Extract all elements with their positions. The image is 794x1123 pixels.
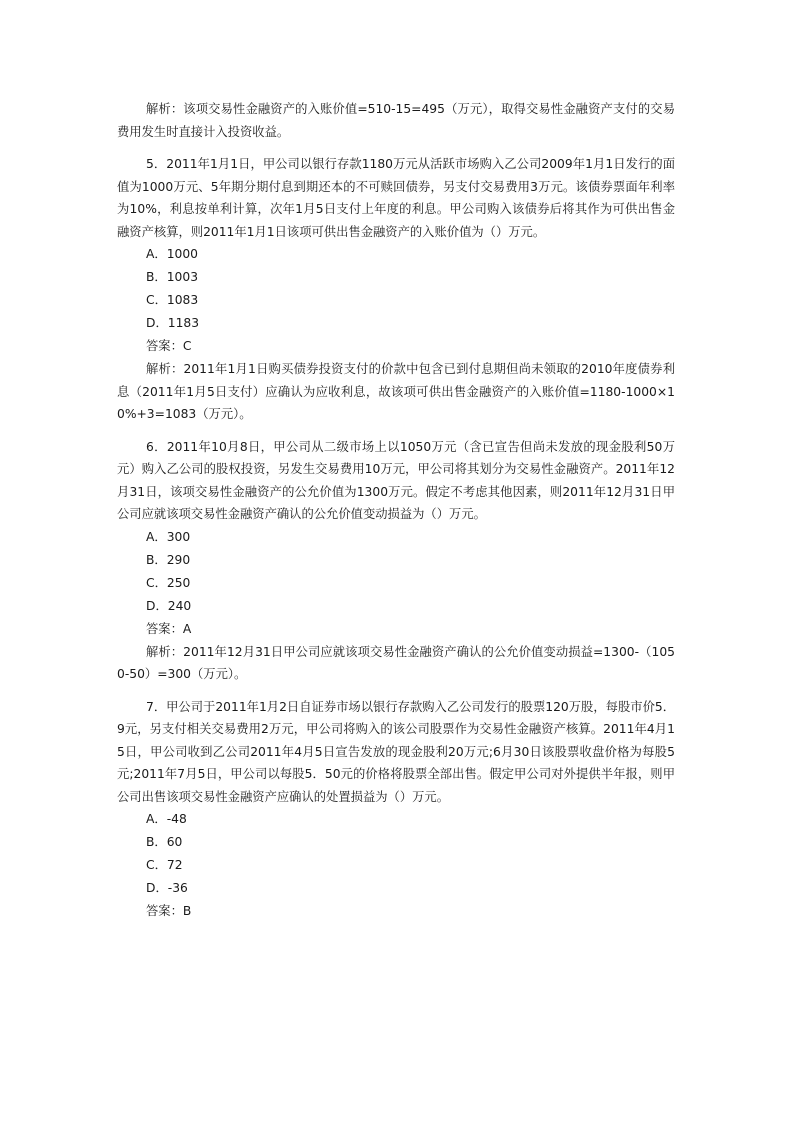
option-b: B．290	[146, 552, 191, 567]
option-a: A．1000	[146, 247, 199, 261]
question-5	[117, 153, 675, 426]
question-stem: 7．甲公司于2011年1月2日自证券市场以银行存款购入乙公司发行的股票120万股，每股市价5．9元，另支付相关交易费用2万元，甲公司将购入的该公司股票作为交易性金融资产核算。2011年4月15日，甲公司收到乙公司2011年4月5日宣告发放的现金股利20万元;6月30日该股票收盘价格为每股5元;2011年7月5日，甲公司以每股5．50元的价格将股票全部出售。假定甲公司对外提供半年报，则甲公司出售该项交易性金融资产应确认的处置损益为（）万元。	[117, 699, 675, 804]
option-d: D．1183	[146, 316, 200, 330]
question-explanation: 解析：2011年12月31日甲公司应就该项交易性金融资产确认的公允价值变动损益=1300-（1050-50）=300（万元）。	[117, 644, 675, 681]
option-c: C．72	[146, 858, 183, 872]
answer-line: 答案：B	[146, 904, 192, 918]
option-b: B．1003	[146, 270, 199, 284]
option-d: D．-36	[146, 881, 188, 895]
text-column	[117, 98, 675, 933]
question-stem: 5．2011年1月1日，甲公司以银行存款1180万元从活跃市场购入乙公司2009年1月1日发行的面值为1000万元、5年期分期付息到期还本的不可赎回债券，另支付交易费用3万元。该债券票面年利率为10%，利息按单利计算，次年1月5日支付上年度的利息。甲公司购入该债券后将其作为可供出售金融资产核算，则2011年1月1日该项可供出售金融资产的入账价值为（）万元。	[117, 157, 675, 239]
option-c: C．250	[146, 575, 191, 590]
question-explanation: 解析：2011年1月1日购买债券投资支付的价款中包含已到付息期但尚未领取的2010年度债券利息（2011年1月5日支付）应确认为应收利息，故该项可供出售金融资产的入账价值=1180-1000×10%+3=1083（万元）。	[117, 362, 675, 421]
option-a: A．300	[146, 529, 191, 544]
option-c: C．1083	[146, 293, 199, 307]
option-d: D．240	[146, 598, 192, 613]
question-stem: 6．2011年10月8日，甲公司从二级市场上以1050万元（含已宣告但尚未发放的现金股利50万元）购入乙公司的股权投资，另发生交易费用10万元，甲公司将其划分为交易性金融资产。2011年12月31日，该项交易性金融资产的公允价值为1300万元。假定不考虑其他因素，则2011年12月31日甲公司应就该项交易性金融资产确认的公允价值变动损益为（）万元。	[117, 439, 675, 521]
question-7	[117, 696, 675, 924]
answer-line: 答案：A	[146, 621, 192, 636]
option-a: A．-48	[146, 812, 187, 826]
question-6	[117, 436, 675, 686]
intro-explanation: 解析：该项交易性金融资产的入账价值=510-15=495（万元），取得交易性金融资产支付的交易费用发生时直接计入投资收益。	[117, 102, 675, 139]
option-b: B．60	[146, 835, 183, 849]
answer-line: 答案：C	[146, 339, 192, 353]
